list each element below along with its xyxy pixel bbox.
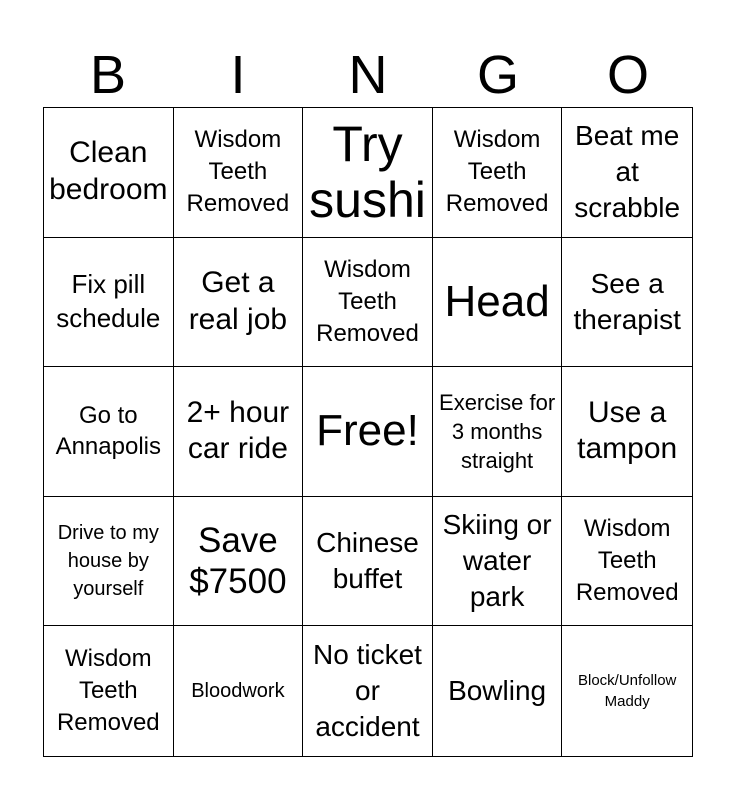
cell-text: Get a real job (188, 266, 288, 336)
bingo-cell[interactable] (562, 367, 692, 497)
cell-text: Bowling (448, 675, 547, 706)
cell-text: Beat me at scrabble (574, 119, 681, 224)
bingo-cell[interactable] (174, 497, 304, 627)
bingo-board (43, 107, 693, 757)
cell-text: Fix pill schedule (56, 269, 161, 333)
cell-text: Wisdom Teeth Removed (186, 126, 290, 218)
bingo-cell[interactable] (303, 497, 433, 627)
cell-text: 2+ hour car ride (186, 395, 290, 466)
bingo-header (43, 44, 693, 106)
bingo-cell[interactable] (44, 497, 174, 627)
bingo-cell[interactable] (44, 626, 174, 756)
cell-text: Wisdom Teeth Removed (575, 515, 679, 607)
cell-text: Skiing or water park (442, 508, 552, 613)
cell-text: Drive to my house by yourself (57, 522, 159, 601)
bingo-cell[interactable] (303, 626, 433, 756)
cell-text: Wisdom Teeth Removed (56, 645, 160, 737)
cell-text: Free! (316, 406, 419, 456)
cell-text: Head (444, 276, 550, 326)
cell-text: Exercise for 3 months straight (439, 389, 556, 474)
bingo-cell[interactable] (433, 367, 563, 497)
cell-text: Try sushi (309, 116, 426, 229)
bingo-cell[interactable] (433, 108, 563, 238)
cell-text: Wisdom Teeth Removed (316, 256, 419, 347)
header-letter-g: G (476, 45, 519, 105)
bingo-cell[interactable] (303, 367, 433, 497)
bingo-cell[interactable] (174, 108, 304, 238)
bingo-cell[interactable] (44, 108, 174, 238)
header-letter-n: N (348, 45, 388, 105)
cell-text: No ticket or accident (313, 638, 422, 743)
header-letter-i: I (230, 45, 246, 105)
cell-text: Wisdom Teeth Removed (445, 126, 549, 218)
bingo-cell[interactable] (44, 238, 174, 368)
cell-text: Use a tampon (577, 395, 678, 466)
bingo-cell[interactable] (174, 367, 304, 497)
header-letter-o: O (606, 45, 649, 105)
header-letter-b: B (89, 45, 127, 105)
cell-text: Bloodwork (191, 680, 285, 703)
bingo-cell[interactable] (174, 626, 304, 756)
bingo-cell[interactable] (433, 626, 563, 756)
bingo-cell[interactable] (174, 238, 304, 368)
bingo-cell[interactable] (433, 497, 563, 627)
bingo-cell[interactable] (44, 367, 174, 497)
bingo-cell[interactable] (433, 238, 563, 368)
cell-text: Block/Unfollow Maddy (578, 672, 677, 711)
bingo-cell[interactable] (562, 497, 692, 627)
cell-text: See a therapist (573, 267, 681, 335)
bingo-cell[interactable] (303, 238, 433, 368)
bingo-cell[interactable] (562, 238, 692, 368)
cell-text: Chinese buffet (316, 526, 419, 595)
cell-text: Save $7500 (189, 520, 287, 602)
cell-text: Go to Annapolis (55, 401, 161, 461)
bingo-cell[interactable] (562, 626, 692, 756)
bingo-cell[interactable] (303, 108, 433, 238)
bingo-cell[interactable] (562, 108, 692, 238)
cell-text: Clean bedroom (49, 136, 168, 207)
